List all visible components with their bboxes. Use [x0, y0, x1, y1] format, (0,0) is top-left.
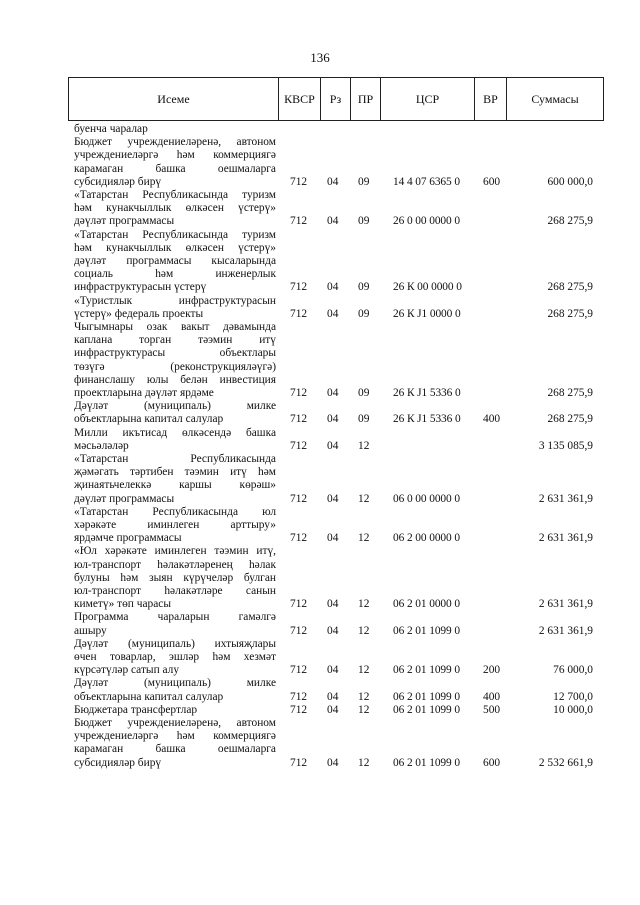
cell-csr: 26 0 00 0000 0	[393, 215, 460, 228]
table-row	[0, 295, 640, 321]
row-name	[74, 638, 276, 678]
table-row	[0, 611, 640, 637]
row-name-line: Дәүләт (муниципаль) ихтыяҗлары	[74, 637, 276, 650]
cell-kvsr: 712	[290, 690, 308, 703]
row-name-line: проектларына дәүләт ярдәме	[74, 387, 214, 400]
row-name	[74, 453, 276, 506]
cell-sum: 2 532 661,9	[538, 756, 593, 769]
row-name	[74, 136, 276, 189]
row-name-line: объектларына капитал салулар	[74, 690, 224, 703]
table-header	[68, 77, 604, 121]
row-name-line: киметү» төп чарасы	[74, 598, 171, 611]
cell-sum: 2 631 361,9	[538, 624, 593, 637]
row-name-line: социаль һәм инженерлык	[74, 268, 276, 281]
cell-csr: 14 4 07 6365 0	[393, 175, 460, 188]
row-name	[74, 506, 276, 546]
table-row	[0, 321, 640, 400]
table-row	[0, 400, 640, 426]
table-row	[0, 677, 640, 703]
cell-rz: 04	[327, 413, 339, 426]
cell-kvsr: 712	[290, 386, 308, 399]
cell-csr: 26 К J1 5336 0	[393, 386, 461, 399]
row-name-line: Чыгымнары озак вакыт дәвамында	[74, 321, 276, 333]
row-name-line: Милли икътисад өлкәсендә башка	[74, 426, 276, 439]
row-name-line: инфраструктурасы объектлары	[74, 347, 276, 360]
table-row	[0, 136, 640, 189]
row-name-line: өчен товарлар, эшләр һәм хезмәт	[74, 651, 276, 663]
cell-sum: 268 275,9	[547, 281, 593, 294]
row-name	[74, 704, 276, 717]
row-name-line: каплана торган тәэмин итү	[74, 334, 276, 347]
cell-kvsr: 712	[290, 175, 308, 188]
cell-rz: 04	[327, 492, 339, 505]
row-name-line: ашыру	[74, 624, 107, 637]
cell-sum: 76 000,0	[553, 664, 593, 677]
row-name-line: буенча чаралар	[74, 123, 148, 135]
cell-kvsr: 712	[290, 413, 308, 426]
row-name	[74, 545, 276, 611]
cell-rz: 04	[327, 690, 339, 703]
row-name	[74, 123, 276, 136]
table-row	[0, 123, 640, 136]
row-name-line: субсидияләр бирү	[74, 756, 162, 769]
row-name-line: «Татарстан Республикасында юл	[74, 505, 276, 518]
row-name-line: ярдәмче программасы	[74, 532, 182, 545]
cell-csr: 06 0 00 0000 0	[393, 492, 460, 505]
row-name-line: инфраструктурасын үстерү	[74, 281, 207, 294]
row-name-line: финанслашу юлы белән инвестиция	[74, 373, 276, 386]
cell-pr: 09	[358, 281, 370, 294]
cell-rz: 04	[327, 703, 339, 716]
table-row	[0, 704, 640, 717]
header-kvsr: КВСР	[278, 78, 320, 120]
cell-pr: 12	[358, 598, 370, 611]
cell-vr: 400	[483, 690, 501, 703]
row-name-line: субсидияләр бирү	[74, 175, 162, 188]
header-rz: Рз	[320, 78, 350, 120]
cell-pr: 09	[358, 175, 370, 188]
row-name-line: һәм кунакчыллык өлкәсен үстерү»	[74, 241, 276, 254]
cell-csr: 06 2 00 0000 0	[393, 532, 460, 545]
cell-csr: 06 2 01 1099 0	[393, 664, 460, 677]
cell-pr: 12	[358, 664, 370, 677]
cell-sum: 2 631 361,9	[538, 532, 593, 545]
table-row	[0, 229, 640, 295]
row-name-line: юл-транспорт һәлакәтләренең һәлак	[74, 558, 276, 571]
row-name-line: мәсьәләләр	[74, 439, 129, 452]
cell-rz: 04	[327, 439, 339, 452]
cell-vr: 600	[483, 756, 501, 769]
table-row	[0, 638, 640, 678]
cell-pr: 12	[358, 624, 370, 637]
cell-kvsr: 712	[290, 215, 308, 228]
cell-vr: 200	[483, 664, 501, 677]
header-csr: ЦСР	[380, 78, 474, 120]
cell-pr: 12	[358, 703, 370, 716]
cell-rz: 04	[327, 598, 339, 611]
row-name-line: «Татарстан Республикасында туризм	[74, 228, 276, 241]
cell-pr: 09	[358, 307, 370, 320]
row-name-line: Дәүләт (муниципаль) милке	[74, 677, 276, 690]
row-name-line: «Туристлык инфраструктурасын	[74, 294, 276, 307]
cell-sum: 600 000,0	[547, 175, 593, 188]
row-name-line: «Татарстан Республикасында туризм	[74, 189, 276, 201]
row-name-line: объектларына капитал салулар	[74, 413, 224, 426]
cell-rz: 04	[327, 756, 339, 769]
row-name-line: төзүгә (реконструкцияләүгә)	[74, 360, 276, 373]
row-name-line: юл-транспорт һәлакәтләре санын	[74, 585, 276, 597]
header-vr: ВР	[474, 78, 506, 120]
row-name-line: дәүләт программасы	[74, 492, 175, 505]
row-name-line: учреждениеләргә һәм коммерциягә	[74, 730, 276, 743]
cell-sum: 2 631 361,9	[538, 492, 593, 505]
cell-rz: 04	[327, 532, 339, 545]
row-name-line: һәм кунакчыллык өлкәсен үстерү»	[74, 202, 276, 215]
row-name-line: Бюджетара трансфертлар	[74, 703, 198, 716]
row-name-line: «Татарстан Республикасында	[74, 453, 276, 465]
cell-kvsr: 712	[290, 598, 308, 611]
row-name-line: «Юл хәрәкәте иминлеген тәэмин итү,	[74, 545, 276, 558]
page-number: 136	[310, 50, 330, 65]
row-name	[74, 400, 276, 426]
table-row	[0, 453, 640, 506]
cell-rz: 04	[327, 281, 339, 294]
cell-vr: 600	[483, 175, 501, 188]
table-row	[0, 717, 640, 770]
cell-kvsr: 712	[290, 756, 308, 769]
row-name	[74, 677, 276, 703]
cell-sum: 2 631 361,9	[538, 598, 593, 611]
table-row	[0, 545, 640, 611]
cell-pr: 09	[358, 413, 370, 426]
cell-rz: 04	[327, 386, 339, 399]
row-name-line: күрсәтүләр сатып алу	[74, 664, 180, 677]
cell-csr: 06 2 01 1099 0	[393, 624, 460, 637]
cell-csr: 06 2 01 0000 0	[393, 598, 460, 611]
cell-rz: 04	[327, 307, 339, 320]
cell-csr: 06 2 01 1099 0	[393, 756, 460, 769]
cell-csr: 06 2 01 1099 0	[393, 690, 460, 703]
cell-rz: 04	[327, 624, 339, 637]
row-name-line: Программа чараларын гамәлгә	[74, 611, 276, 624]
cell-pr: 09	[358, 215, 370, 228]
row-name-line: Дәүләт (муниципаль) милке	[74, 400, 276, 413]
row-name-line: дәүләт программасы кысаларында	[74, 255, 276, 267]
cell-csr: 26 К J1 0000 0	[393, 307, 461, 320]
cell-rz: 04	[327, 215, 339, 228]
cell-sum: 12 700,0	[553, 690, 593, 703]
cell-kvsr: 712	[290, 307, 308, 320]
row-name-line: учреждениеләргә һәм коммерциягә	[74, 149, 276, 162]
cell-pr: 12	[358, 532, 370, 545]
row-name	[74, 295, 276, 321]
cell-sum: 268 275,9	[547, 413, 593, 426]
row-name-line: хәрәкәте иминлеген арттыру»	[74, 519, 276, 531]
cell-vr: 400	[483, 413, 501, 426]
cell-csr: 06 2 01 1099 0	[393, 703, 460, 716]
row-name-line: Бюджет учреждениеләренә, автоном	[74, 717, 276, 729]
cell-rz: 04	[327, 175, 339, 188]
row-name-line: Бюджет учреждениеләренә, автоном	[74, 136, 276, 149]
row-name-line: карамаган башка оешмаларга	[74, 162, 276, 175]
table-row	[0, 189, 640, 229]
header-name: Исеме	[157, 91, 190, 106]
cell-csr: 26 К J1 5336 0	[393, 413, 461, 426]
row-name	[74, 321, 276, 400]
cell-sum: 10 000,0	[553, 703, 593, 716]
table-row	[0, 427, 640, 453]
row-name	[74, 229, 276, 295]
cell-pr: 09	[358, 386, 370, 399]
cell-pr: 12	[358, 492, 370, 505]
row-name-line: җәмәгать тәртибен тәэмин итү һәм	[74, 466, 276, 479]
cell-rz: 04	[327, 664, 339, 677]
cell-pr: 12	[358, 439, 370, 452]
row-name-line: дәүләт программасы	[74, 215, 175, 228]
cell-kvsr: 712	[290, 439, 308, 452]
cell-sum: 268 275,9	[547, 307, 593, 320]
cell-kvsr: 712	[290, 703, 308, 716]
cell-vr: 500	[483, 703, 501, 716]
cell-pr: 12	[358, 756, 370, 769]
cell-pr: 12	[358, 690, 370, 703]
cell-csr: 26 К 00 0000 0	[393, 281, 462, 294]
cell-sum: 3 135 085,9	[538, 439, 593, 452]
header-pr: ПР	[350, 78, 380, 120]
row-name-line: карамаган башка оешмаларга	[74, 743, 276, 756]
cell-sum: 268 275,9	[547, 215, 593, 228]
cell-kvsr: 712	[290, 664, 308, 677]
row-name	[74, 717, 276, 770]
row-name-line: үстерү» федераль проекты	[74, 307, 204, 320]
row-name-line: җинаятьчелеккә каршы көрәш»	[74, 479, 276, 492]
cell-sum: 268 275,9	[547, 386, 593, 399]
table-row	[0, 506, 640, 546]
cell-kvsr: 712	[290, 532, 308, 545]
cell-kvsr: 712	[290, 281, 308, 294]
row-name-line: булуны һәм зыян күрүчеләр булган	[74, 571, 276, 584]
header-sum: Суммасы	[506, 78, 603, 120]
row-name	[74, 427, 276, 453]
cell-kvsr: 712	[290, 624, 308, 637]
cell-kvsr: 712	[290, 492, 308, 505]
row-name	[74, 189, 276, 229]
row-name	[74, 611, 276, 637]
